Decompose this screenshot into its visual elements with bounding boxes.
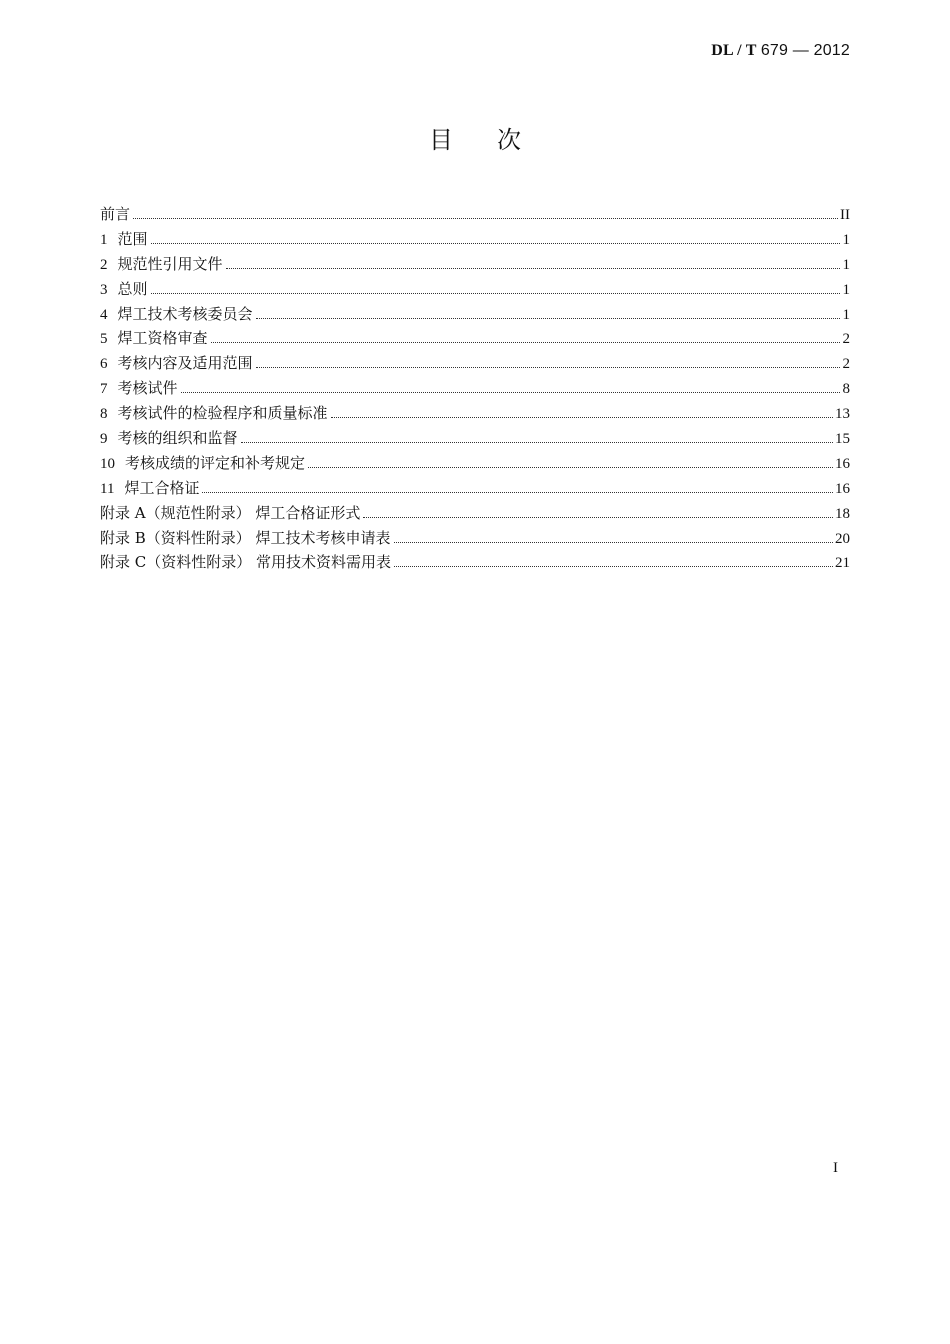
toc-entry-page: 18: [835, 505, 850, 522]
toc-entry-title: 附录 B（资料性附录） 焊工技术考核申请表: [100, 528, 391, 547]
toc-leader-dots: [241, 442, 833, 443]
page-title: 目次: [429, 126, 565, 154]
toc-entry-number: 11: [100, 480, 115, 497]
toc-entry-9[interactable]: [100, 426, 850, 451]
toc-entry-page: 13: [835, 406, 850, 423]
toc-entry-title: 考核内容及适用范围: [117, 354, 253, 373]
toc-leader-dots: [308, 467, 833, 468]
toc-entry-number: 6: [100, 356, 108, 373]
standard-number: 679 — 2012: [760, 42, 850, 59]
toc-leader-dots: [256, 367, 840, 368]
toc-leader-dots: [151, 293, 840, 294]
toc-entry-title: 范围: [117, 229, 148, 248]
toc-entry-title: 焊工资格审查: [117, 329, 208, 348]
toc-leader-dots: [363, 517, 833, 518]
toc-entry-title: 考核的组织和监督: [117, 429, 238, 448]
toc-entry-number: 7: [100, 381, 108, 398]
toc-leader-dots: [151, 243, 840, 244]
toc-entry-title: 前言: [100, 205, 131, 223]
toc-leader-dots: [202, 492, 833, 493]
table-of-contents: [100, 202, 850, 575]
toc-entry-title: 考核试件的检验程序和质量标准: [117, 404, 328, 423]
standard-code: [711, 42, 850, 60]
toc-entry-page: 1: [842, 306, 850, 323]
page-number: I: [833, 1160, 838, 1176]
toc-entry-number: 3: [100, 281, 108, 298]
toc-entry-number: 5: [100, 331, 108, 348]
toc-entry-1[interactable]: [100, 227, 850, 252]
toc-entry-page: 16: [835, 455, 850, 472]
toc-entry-title: 总则: [117, 279, 148, 298]
toc-entry-page: 1: [842, 256, 850, 273]
toc-entry-title: 规范性引用文件: [117, 254, 223, 273]
toc-leader-dots: [226, 268, 840, 269]
toc-entry-number: 1: [100, 231, 108, 248]
toc-entry-title: 附录 C（资料性附录） 常用技术资料需用表: [100, 553, 392, 572]
toc-entry-title: 考核试件: [117, 379, 178, 398]
toc-entry-number: 4: [100, 306, 108, 323]
toc-entry-page: 21: [835, 555, 850, 572]
toc-entry-5[interactable]: [100, 326, 850, 351]
toc-entry-number: 2: [100, 256, 108, 273]
toc-entry-page: 1: [842, 231, 850, 248]
toc-entry-page: II: [840, 207, 850, 223]
toc-entry-number: 8: [100, 406, 108, 423]
toc-entry-page: 8: [842, 381, 850, 398]
toc-leader-dots: [211, 342, 840, 343]
toc-entry-page: 15: [835, 431, 850, 448]
toc-entry-title: 附录 A（规范性附录） 焊工合格证形式: [100, 503, 361, 522]
toc-entry-4[interactable]: [100, 302, 850, 327]
toc-entry-7[interactable]: [100, 376, 850, 401]
toc-leader-dots: [181, 392, 840, 393]
toc-leader-dots: [133, 218, 838, 219]
toc-leader-dots: [394, 566, 833, 567]
toc-entry-2[interactable]: [100, 252, 850, 277]
toc-entry-page: 2: [842, 331, 850, 348]
standard-prefix: DL / T: [711, 42, 757, 59]
toc-entry-title: 焊工技术考核委员会: [117, 304, 253, 323]
toc-entry-11[interactable]: [100, 476, 850, 501]
toc-entry-page: 20: [835, 530, 850, 547]
toc-entry-page: 16: [835, 480, 850, 497]
toc-entry-appendix-a[interactable]: [100, 501, 850, 526]
toc-leader-dots: [331, 417, 833, 418]
toc-entry-title: 焊工合格证: [124, 478, 200, 497]
toc-entry-page: 2: [842, 356, 850, 373]
toc-entry-appendix-b[interactable]: [100, 526, 850, 551]
toc-entry-page: 1: [842, 281, 850, 298]
toc-leader-dots: [256, 318, 840, 319]
toc-entry-number: 9: [100, 431, 108, 448]
toc-entry-number: 10: [100, 455, 115, 472]
toc-entry-10[interactable]: [100, 451, 850, 476]
toc-entry-6[interactable]: [100, 351, 850, 376]
toc-leader-dots: [394, 542, 833, 543]
toc-entry-8[interactable]: [100, 401, 850, 426]
toc-entry-foreword[interactable]: [100, 202, 850, 227]
toc-entry-title: 考核成绩的评定和补考规定: [125, 453, 306, 472]
toc-entry-appendix-c[interactable]: [100, 550, 850, 575]
toc-entry-3[interactable]: [100, 277, 850, 302]
